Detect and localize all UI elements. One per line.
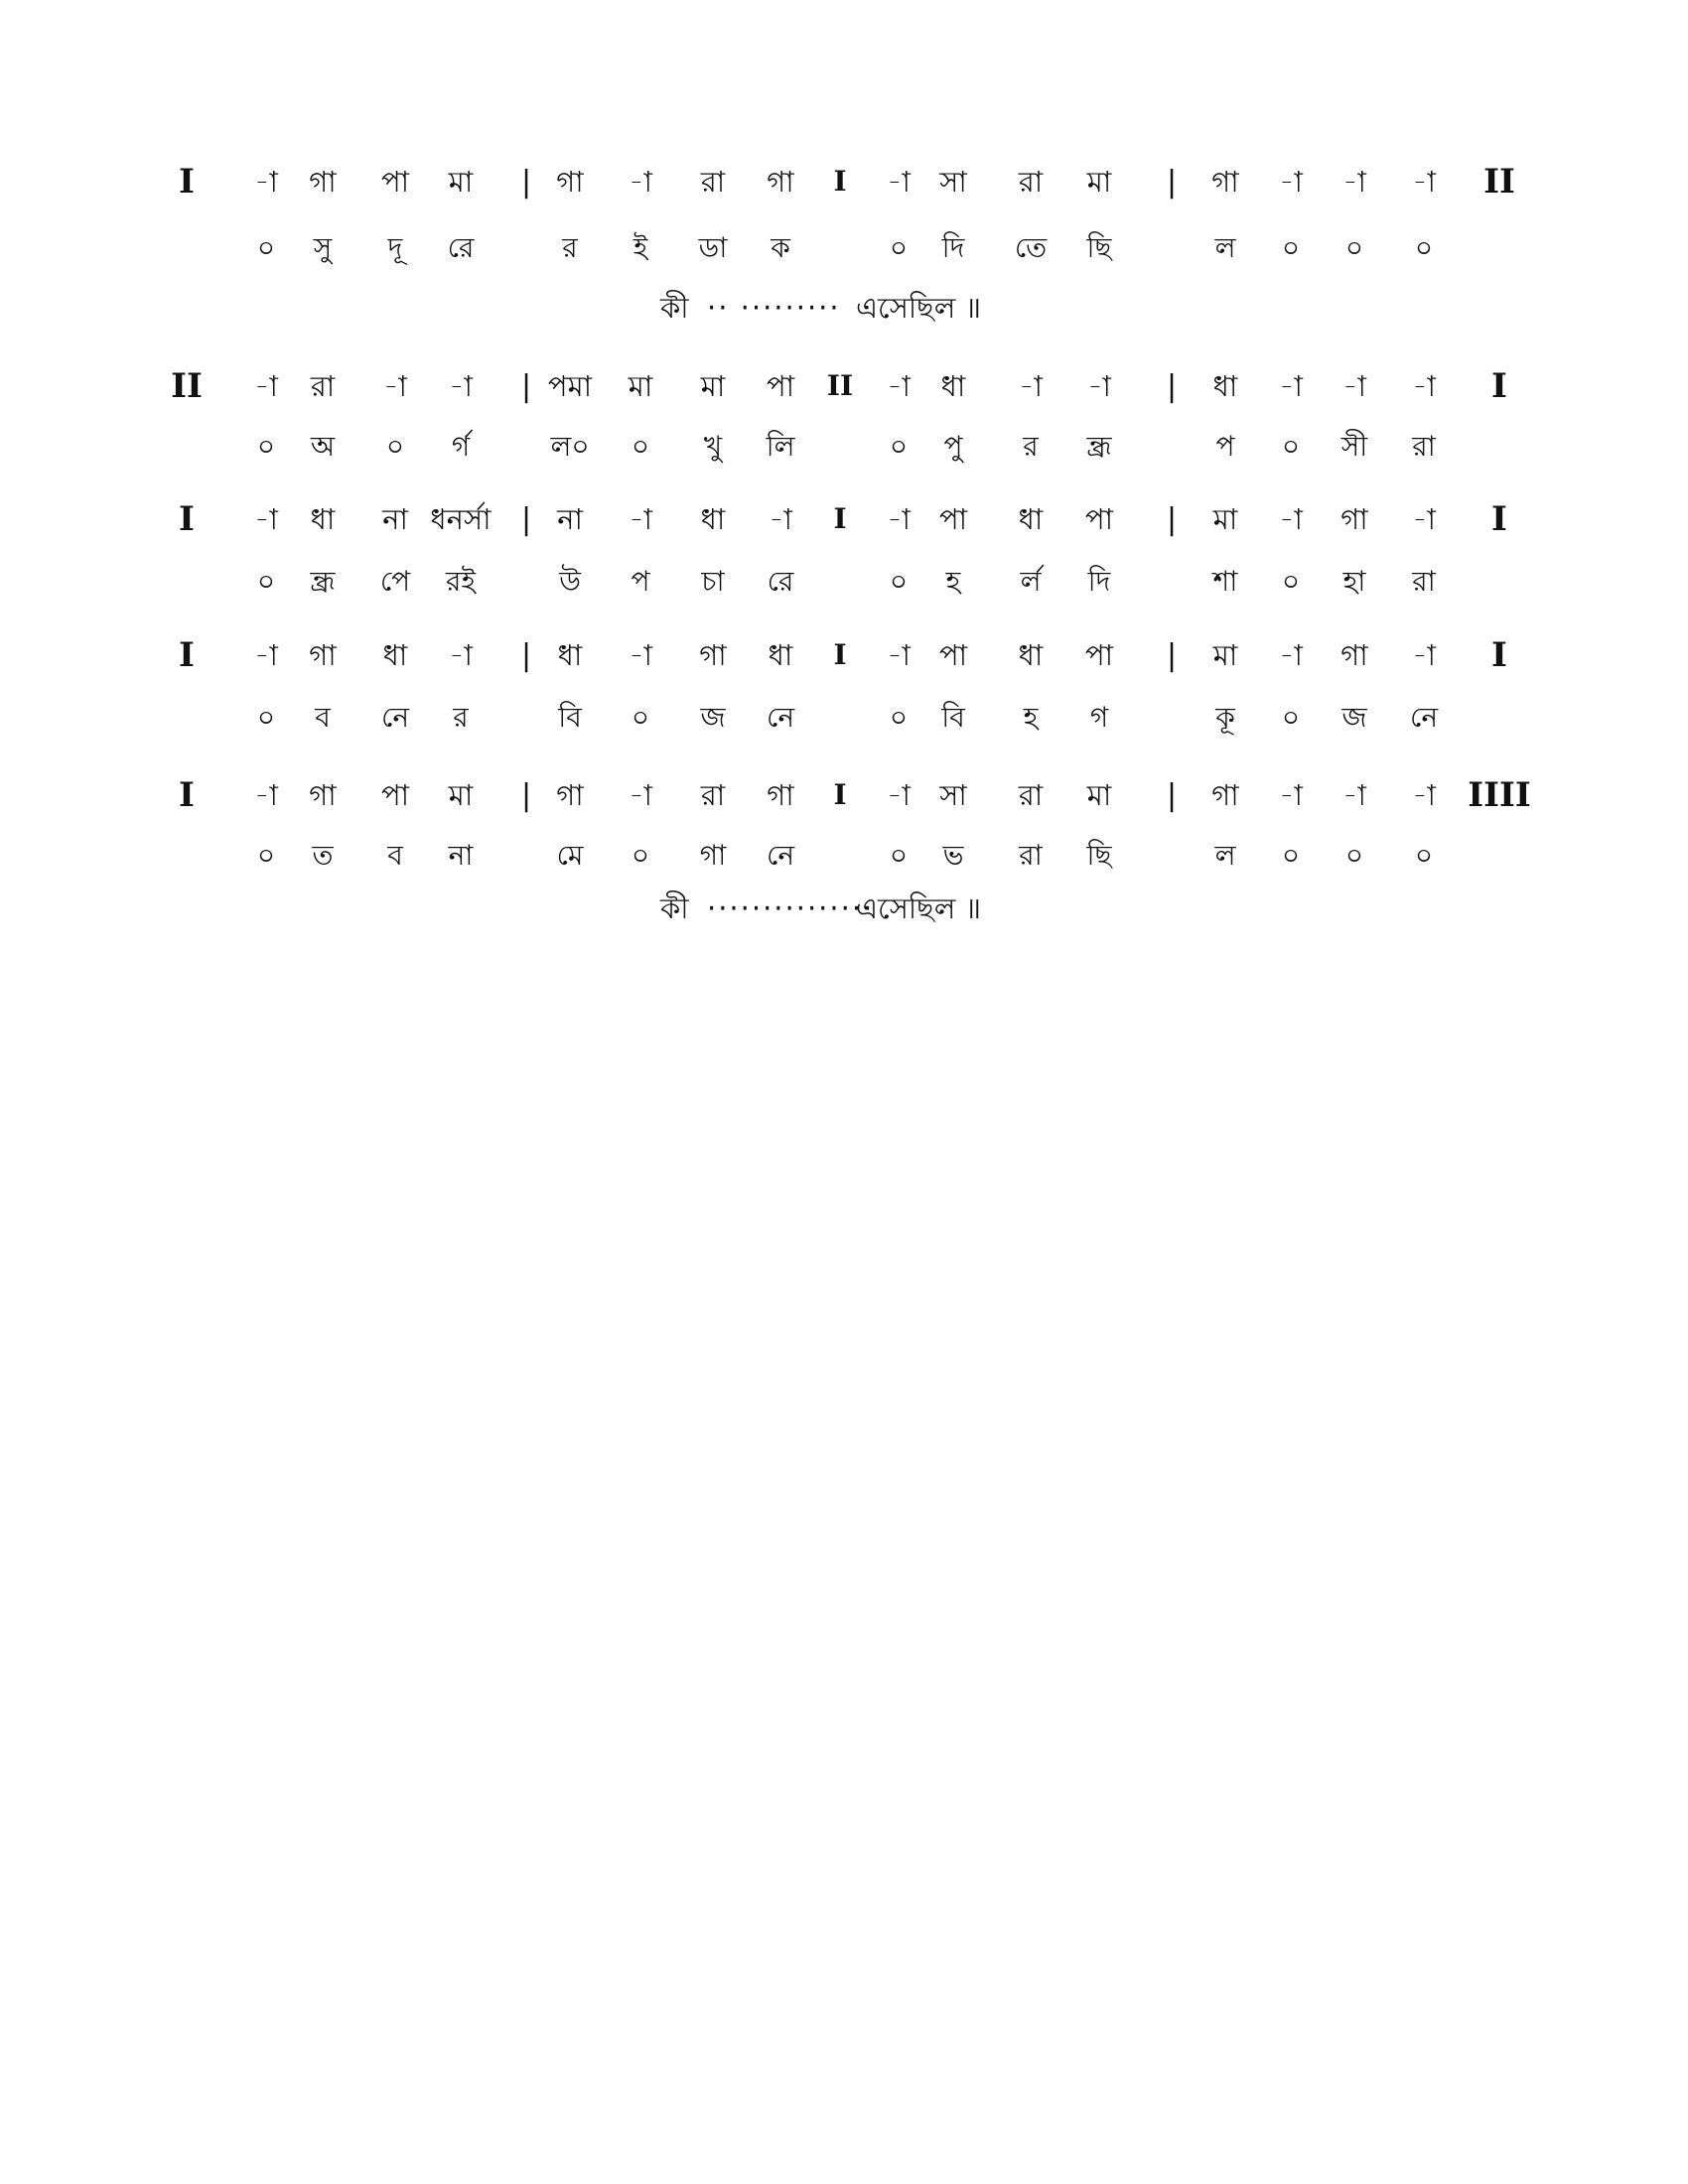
note-cell: -া	[1342, 369, 1366, 403]
lyric-syllable: বি	[558, 701, 582, 734]
note-cell: মা	[448, 778, 474, 812]
note-cell: পা	[766, 369, 795, 403]
note-cell: -া	[887, 778, 911, 812]
note-cell: পা	[1084, 502, 1114, 536]
note-cell: সা	[939, 165, 967, 199]
lyric-syllable: প	[631, 565, 650, 598]
measure-divider: |	[1166, 369, 1178, 404]
note-cell: পা	[938, 502, 968, 536]
lyric-syllable: ০	[256, 430, 276, 463]
notation-row	[0, 635, 1688, 675]
note-cell: ধা	[940, 369, 966, 403]
lyric-syllable: খু	[703, 430, 723, 463]
lyric-syllable: ল০	[550, 430, 590, 463]
note-cell: -া	[887, 638, 911, 672]
lyric-syllable: রে	[767, 565, 794, 598]
note-cell: -া	[254, 638, 278, 672]
lyric-syllable: জ	[700, 701, 726, 734]
lyric-syllable: দূ	[387, 231, 403, 264]
note-cell: মা	[628, 369, 653, 403]
start-barline: I	[179, 635, 195, 675]
measure-divider: |	[1166, 502, 1178, 537]
note-cell: -া	[629, 165, 652, 199]
note-cell: -া	[1412, 778, 1436, 812]
lyric-syllable: ০	[256, 701, 276, 734]
note-cell: ধা	[310, 502, 336, 536]
note-cell: গা	[556, 778, 584, 812]
lyric-row	[0, 562, 1688, 602]
lyric-syllable: হ	[1023, 701, 1039, 734]
note-cell: -া	[1412, 369, 1436, 403]
lyric-syllable: ০	[1281, 430, 1301, 463]
note-cell: পা	[1084, 638, 1114, 672]
refrain-start: কী	[660, 891, 689, 925]
note-cell: -া	[1412, 165, 1436, 199]
end-barline: II	[1483, 162, 1515, 202]
lyric-syllable: গা	[699, 839, 727, 872]
lyric-syllable: র	[453, 701, 469, 734]
lyric-syllable: ০	[256, 565, 276, 598]
note-cell: -া	[1279, 369, 1303, 403]
note-cell: ধা	[768, 638, 793, 672]
note-cell: গা	[699, 638, 727, 672]
end-barline: IIII	[1468, 775, 1531, 815]
measure-divider: |	[520, 638, 532, 673]
refrain-dots: ···············	[707, 891, 875, 925]
lyric-syllable: ই	[633, 231, 648, 264]
note-cell: পমা	[547, 369, 593, 403]
lyric-syllable: ০	[889, 839, 909, 872]
note-cell: গা	[767, 778, 794, 812]
lyric-syllable: ০	[631, 701, 650, 734]
lyric-syllable: ০	[1414, 839, 1434, 872]
section-barline: I	[833, 502, 847, 535]
lyric-syllable: রই	[446, 565, 476, 598]
note-cell: গা	[1211, 165, 1239, 199]
note-cell: -া	[254, 165, 278, 199]
lyric-syllable: ০	[631, 430, 650, 463]
note-cell: -া	[1279, 165, 1303, 199]
lyric-syllable: ০	[1281, 565, 1301, 598]
note-cell: -া	[1279, 778, 1303, 812]
note-cell: -া	[629, 778, 652, 812]
lyric-syllable: ০	[256, 839, 276, 872]
note-cell: -া	[449, 638, 473, 672]
lyric-syllable: ব	[315, 701, 331, 734]
lyric-syllable: ল	[1214, 839, 1236, 872]
lyric-syllable: ০	[1281, 839, 1301, 872]
lyric-syllable: ল	[1214, 231, 1236, 264]
start-barline: I	[179, 499, 195, 539]
lyric-syllable: র্গ	[451, 430, 471, 463]
lyric-syllable: ০	[889, 701, 909, 734]
note-cell: মা	[1212, 502, 1238, 536]
note-cell: মা	[700, 369, 726, 403]
lyric-syllable: ক	[771, 231, 790, 264]
note-cell: -া	[254, 778, 278, 812]
lyric-syllable: ন্ধ্র	[1086, 430, 1112, 463]
note-cell: -া	[254, 502, 278, 536]
lyric-row	[0, 427, 1688, 467]
note-cell: ধা	[1018, 502, 1044, 536]
lyric-syllable: বি	[941, 701, 965, 734]
note-cell: রা	[700, 165, 726, 199]
lyric-syllable: ০	[1281, 701, 1301, 734]
section-barline: II	[826, 369, 854, 402]
lyric-syllable: ০	[256, 231, 276, 264]
note-cell: -া	[254, 369, 278, 403]
note-cell: -া	[1342, 165, 1366, 199]
notation-row	[0, 162, 1688, 202]
lyric-syllable: ০	[631, 839, 650, 872]
notation-row	[0, 366, 1688, 406]
lyric-syllable: র	[1023, 430, 1039, 463]
lyric-syllable: ত	[312, 839, 334, 872]
note-cell: ধা	[1018, 638, 1044, 672]
refrain-end: এসেছিল ॥	[856, 891, 981, 925]
note-cell: -া	[1087, 369, 1111, 403]
lyric-syllable: রা	[1412, 430, 1436, 463]
note-cell: গা	[309, 638, 337, 672]
lyric-syllable: নে	[766, 701, 795, 734]
lyric-syllable: ০	[889, 565, 909, 598]
lyric-syllable: লি	[766, 430, 795, 463]
start-barline: II	[171, 366, 203, 406]
note-cell: -া	[887, 502, 911, 536]
note-cell: -া	[449, 369, 473, 403]
lyric-syllable: তে	[1014, 231, 1048, 264]
lyric-syllable: ০	[1344, 231, 1364, 264]
lyric-syllable: রে	[447, 231, 475, 264]
lyric-syllable: ০	[1414, 231, 1434, 264]
lyric-syllable: ০	[889, 430, 909, 463]
note-cell: -া	[1279, 638, 1303, 672]
notation-row	[0, 499, 1688, 539]
note-cell: না	[382, 502, 408, 536]
lyric-syllable: গ	[1089, 701, 1109, 734]
lyric-syllable: প	[1215, 430, 1235, 463]
lyric-syllable: ০	[385, 430, 405, 463]
notation-row	[0, 775, 1688, 815]
section-barline: I	[833, 778, 847, 811]
note-cell: মা	[1212, 638, 1238, 672]
lyric-syllable: নে	[380, 701, 410, 734]
note-cell: পা	[938, 638, 968, 672]
note-cell: রা	[310, 369, 336, 403]
note-cell: না	[557, 502, 583, 536]
measure-divider: |	[520, 369, 532, 404]
measure-divider: |	[1166, 638, 1178, 673]
start-barline: I	[179, 162, 195, 202]
note-cell: গা	[1340, 638, 1368, 672]
measure-divider: |	[1166, 778, 1178, 813]
note-cell: গা	[556, 165, 584, 199]
note-cell: -া	[887, 369, 911, 403]
lyric-syllable: ব	[387, 839, 403, 872]
note-cell: ধা	[557, 638, 583, 672]
section-barline: I	[833, 638, 847, 671]
note-cell: -া	[629, 638, 652, 672]
note-cell: -া	[1412, 638, 1436, 672]
lyric-syllable: র্ল	[1020, 565, 1042, 598]
lyric-syllable: নে	[766, 839, 795, 872]
lyric-row	[0, 836, 1688, 876]
refrain-dots: ·· ·········	[707, 291, 841, 325]
lyric-syllable: ০	[1344, 839, 1364, 872]
lyric-syllable: জ	[1341, 701, 1367, 734]
note-cell: গা	[1211, 778, 1239, 812]
lyric-syllable: উ	[559, 565, 581, 598]
lyric-syllable: হা	[1342, 565, 1366, 598]
note-cell: ধা	[382, 638, 408, 672]
measure-divider: |	[520, 502, 532, 537]
lyric-syllable: সু	[313, 231, 333, 264]
lyric-syllable: চা	[701, 565, 725, 598]
lyric-syllable: অ	[310, 430, 336, 463]
measure-divider: |	[520, 165, 532, 200]
lyric-syllable: পু	[943, 430, 963, 463]
refrain-end: এসেছিল ॥	[856, 291, 981, 325]
lyric-syllable: রা	[1412, 565, 1436, 598]
note-cell: মা	[1086, 778, 1112, 812]
note-cell: মা	[448, 165, 474, 199]
lyric-syllable: ০	[889, 231, 909, 264]
end-barline: I	[1491, 366, 1507, 406]
note-cell: পা	[380, 165, 410, 199]
note-cell: ধা	[1212, 369, 1238, 403]
lyric-syllable: শা	[1212, 565, 1238, 598]
lyric-syllable: ন্ধ্র	[310, 565, 336, 598]
measure-divider: |	[520, 778, 532, 813]
lyric-syllable: ভ	[942, 839, 964, 872]
note-cell: মা	[1086, 165, 1112, 199]
note-cell: সা	[939, 778, 967, 812]
measure-divider: |	[1166, 165, 1178, 200]
note-cell: -া	[1019, 369, 1043, 403]
note-cell: -া	[769, 502, 792, 536]
note-cell: -া	[887, 165, 911, 199]
note-cell: -া	[1279, 502, 1303, 536]
refrain-start: কী	[660, 291, 689, 325]
note-cell: -া	[1412, 502, 1436, 536]
lyric-syllable: পে	[379, 565, 411, 598]
start-barline: I	[179, 775, 195, 815]
note-cell: -া	[383, 369, 407, 403]
note-cell: রা	[700, 778, 726, 812]
lyric-syllable: কূ	[1215, 701, 1235, 734]
lyric-syllable: হ	[945, 565, 961, 598]
note-cell: -া	[1342, 778, 1366, 812]
note-cell: গা	[309, 778, 337, 812]
end-barline: I	[1491, 499, 1507, 539]
note-cell: -া	[629, 502, 652, 536]
note-cell: ধনর্সা	[430, 502, 492, 536]
lyric-syllable: ০	[1281, 231, 1301, 264]
note-cell: রা	[1018, 165, 1044, 199]
lyric-syllable: দি	[1087, 565, 1111, 598]
note-cell: রা	[1018, 778, 1044, 812]
lyric-row	[0, 228, 1688, 268]
note-cell: গা	[767, 165, 794, 199]
lyric-syllable: দি	[941, 231, 965, 264]
note-cell: গা	[309, 165, 337, 199]
lyric-syllable: না	[448, 839, 474, 872]
lyric-syllable: সী	[1340, 430, 1368, 463]
note-cell: পা	[380, 778, 410, 812]
section-barline: I	[833, 165, 847, 198]
lyric-syllable: নে	[1409, 701, 1439, 734]
lyric-syllable: মে	[556, 839, 584, 872]
lyric-syllable: রা	[1019, 839, 1043, 872]
lyric-syllable: র	[562, 231, 578, 264]
lyric-syllable: ডা	[698, 231, 728, 264]
note-cell: ধা	[700, 502, 726, 536]
lyric-row	[0, 698, 1688, 738]
end-barline: I	[1491, 635, 1507, 675]
lyric-syllable: ছি	[1086, 231, 1112, 264]
note-cell: গা	[1340, 502, 1368, 536]
lyric-syllable: ছি	[1086, 839, 1112, 872]
